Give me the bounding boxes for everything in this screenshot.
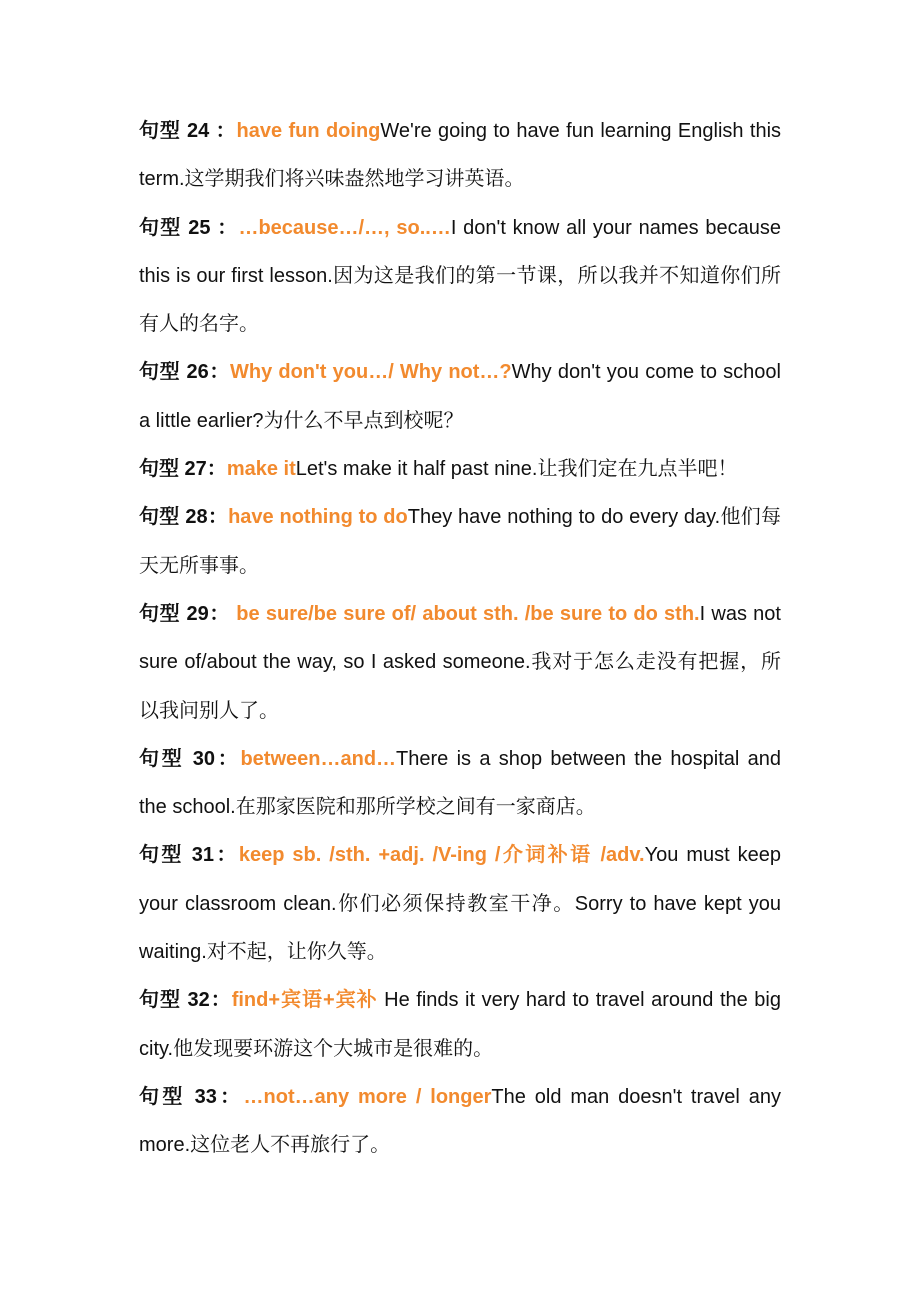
pattern-label: 句型 24 ： — [139, 120, 237, 142]
sentence-pattern-30 — [139, 735, 781, 832]
pattern-label: 句型 31： — [139, 844, 239, 867]
example-sentence: I don't know all your names because this is our first lesson.因为这是我们的第一节课，所以我并不知道你们所有人的名字。 — [139, 216, 782, 336]
document-page — [139, 107, 781, 1170]
pattern-phrase: have nothing to do — [228, 506, 408, 529]
pattern-label: 句型 33： — [139, 1085, 244, 1108]
pattern-label: 句型 28： — [139, 506, 229, 529]
pattern-phrase: have fun doing — [236, 120, 381, 142]
sentence-pattern-28 — [139, 493, 781, 590]
example-sentence: You must keep your classroom clean.你们必须保持教室干净。Sorry to have kept you waiting.对不起，让你久等。 — [139, 844, 781, 964]
sentence-pattern-29 — [139, 590, 781, 735]
pattern-phrase: find+宾语+宾补 — [231, 989, 378, 1012]
sentence-pattern-33 — [139, 1073, 781, 1170]
sentence-pattern-24 — [139, 107, 781, 204]
example-sentence: Why don't you come to school a little earlier?为什么不早点到校呢？ — [139, 361, 781, 432]
pattern-label: 句型 27： — [139, 458, 227, 481]
pattern-label: 句型 29： — [139, 602, 231, 625]
example-sentence: There is a shop between the hospital and the school.在那家医院和那所学校之间有一家商店。 — [139, 747, 781, 819]
pattern-phrase: …not…any more / longer — [243, 1085, 492, 1108]
sentence-pattern-27 — [139, 445, 781, 493]
example-sentence: I was not sure of/about the way, so I asked someone.我对于怎么走没有把握，所以我问别人了。 — [139, 602, 781, 722]
pattern-phrase: keep sb. /sth. +adj. /V-ing /介词补语 /adv. — [238, 844, 645, 867]
pattern-phrase: make it — [226, 458, 296, 481]
sentence-pattern-26 — [139, 348, 781, 445]
pattern-phrase: Why don't you…/ Why not…? — [229, 361, 512, 384]
example-sentence: He finds it very hard to travel around the big city.他发现要环游这个大城市是很难的。 — [139, 989, 781, 1060]
example-sentence: Let's make it half past nine.让我们定在九点半吧！ — [295, 458, 738, 481]
sentence-pattern-25 — [139, 204, 781, 349]
sentence-pattern-32 — [139, 976, 781, 1073]
pattern-label: 句型 25 ： — [139, 216, 239, 239]
pattern-phrase: …because…/…, so..… — [238, 216, 451, 239]
example-sentence: We're going to have fun learning English this term.这学期我们将兴味盎然地学习讲英语。 — [139, 120, 782, 191]
sentence-pattern-31 — [139, 831, 781, 976]
pattern-label: 句型 30： — [139, 747, 241, 770]
example-sentence: The old man doesn't travel any more.这位老人不再旅行了。 — [139, 1085, 781, 1157]
pattern-label: 句型 26： — [139, 361, 230, 384]
pattern-phrase: between…and… — [240, 747, 397, 770]
pattern-label: 句型 32： — [139, 989, 232, 1012]
example-sentence: They have nothing to do every day.他们每天无所事事。 — [139, 506, 781, 577]
pattern-phrase: be sure/be sure of/ about sth. /be sure to do sth. — [230, 602, 700, 625]
